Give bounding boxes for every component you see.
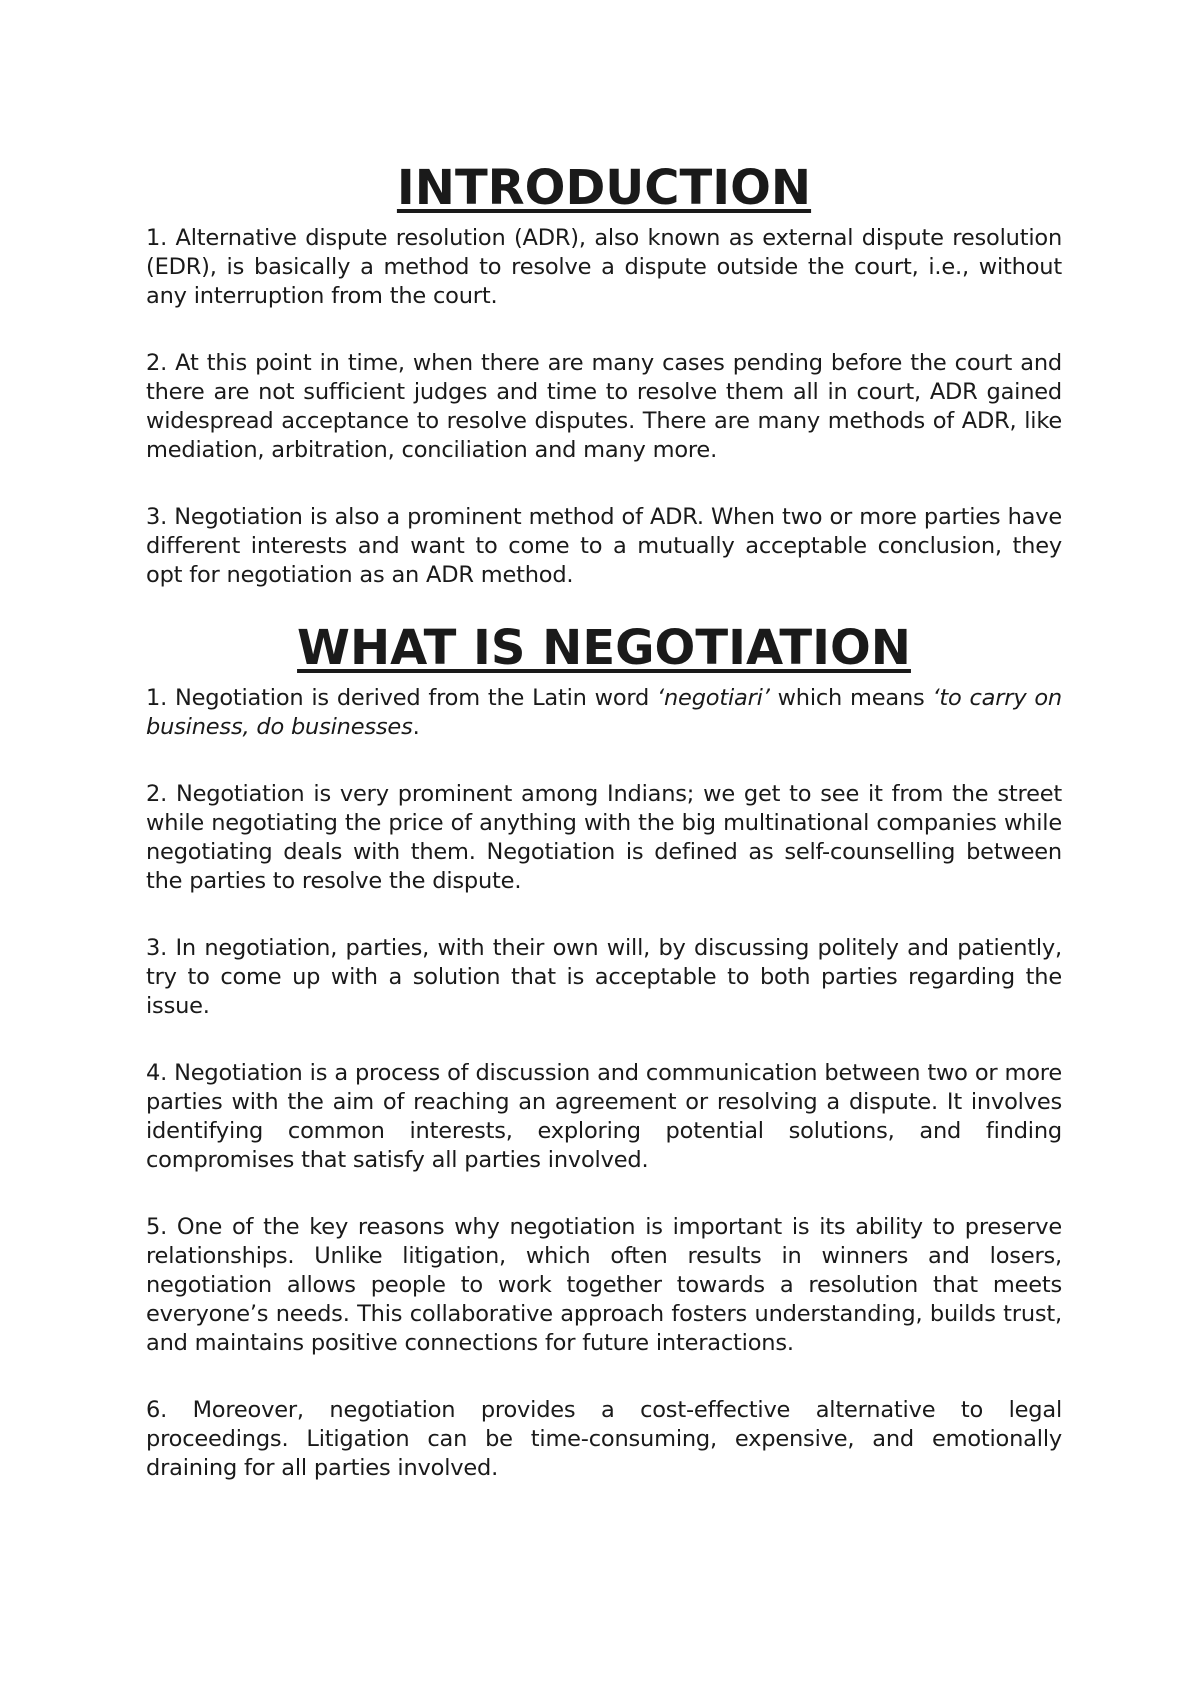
negotiation-paragraph-5: 5. One of the key reasons why negotiation is important is its ability to preserve relationships. Unlike litigation, which often results in winners and losers, negotiation allows people to work together towards a resolution that meets everyone’s needs. This collaborative approach fosters understanding, builds trust, and maintains positive connections for future interactions. (146, 1214, 1062, 1356)
negotiation-paragraph-3: 3. In negotiation, parties, with their own will, by discussing politely and patiently, try to come up with a solution that is acceptable to both parties regarding the issue. (146, 935, 1062, 1019)
section-title-what-is-negotiation: WHAT IS NEGOTIATION (297, 620, 911, 676)
negotiation-paragraph-4: 4. Negotiation is a process of discussion and communication between two or more parties with the aim of reaching an agreement or resolving a dispute. It involves identifying common interests, exploring potential solutions, and finding compromises that satisfy all parties involved. (146, 1060, 1062, 1173)
negotiation-p1-meaning: ‘to carry on business, do businesses (146, 685, 1062, 740)
section-title-introduction: INTRODUCTION (396, 160, 812, 216)
intro-paragraph-1: 1. Alternative dispute resolution (ADR), also known as external dispute resolution (EDR), is basically a method to resolve a dispute outside the court, i.e., without any interruption from the court. (146, 225, 1062, 309)
intro-paragraph-2: 2. At this point in time, when there are many cases pending before the court and there are not sufficient judges and time to resolve them all in court, ADR gained widespread acceptance to resolve disputes. There are many methods of ADR, like mediation, arbitration, conciliation and many more. (146, 350, 1062, 463)
negotiation-paragraph-2: 2. Negotiation is very prominent among Indians; we get to see it from the street while negotiating the price of anything with the big multinational companies while negotiating deals with them. Negotiation is defined as self-counselling between the parties to resolve the dispute. (146, 781, 1062, 894)
negotiation-p1-middle: which means (769, 685, 933, 711)
document-page (146, 160, 1062, 1483)
negotiation-p1-suffix: . (412, 714, 420, 740)
negotiation-paragraph-1 (146, 684, 1062, 742)
negotiation-paragraph-6: 6. Moreover, negotiation provides a cost-effective alternative to legal proceedings. Litigation can be time-consuming, expensive, and emotionally draining for all parties involved. (146, 1397, 1062, 1481)
negotiation-p1-latin-term: ‘negotiari’ (657, 685, 770, 711)
negotiation-p1-prefix: 1. Negotiation is derived from the Latin word (146, 685, 658, 711)
intro-paragraph-3: 3. Negotiation is also a prominent method of ADR. When two or more parties have different interests and want to come to a mutually acceptable conclusion, they opt for negotiation as an ADR method. (146, 504, 1062, 588)
